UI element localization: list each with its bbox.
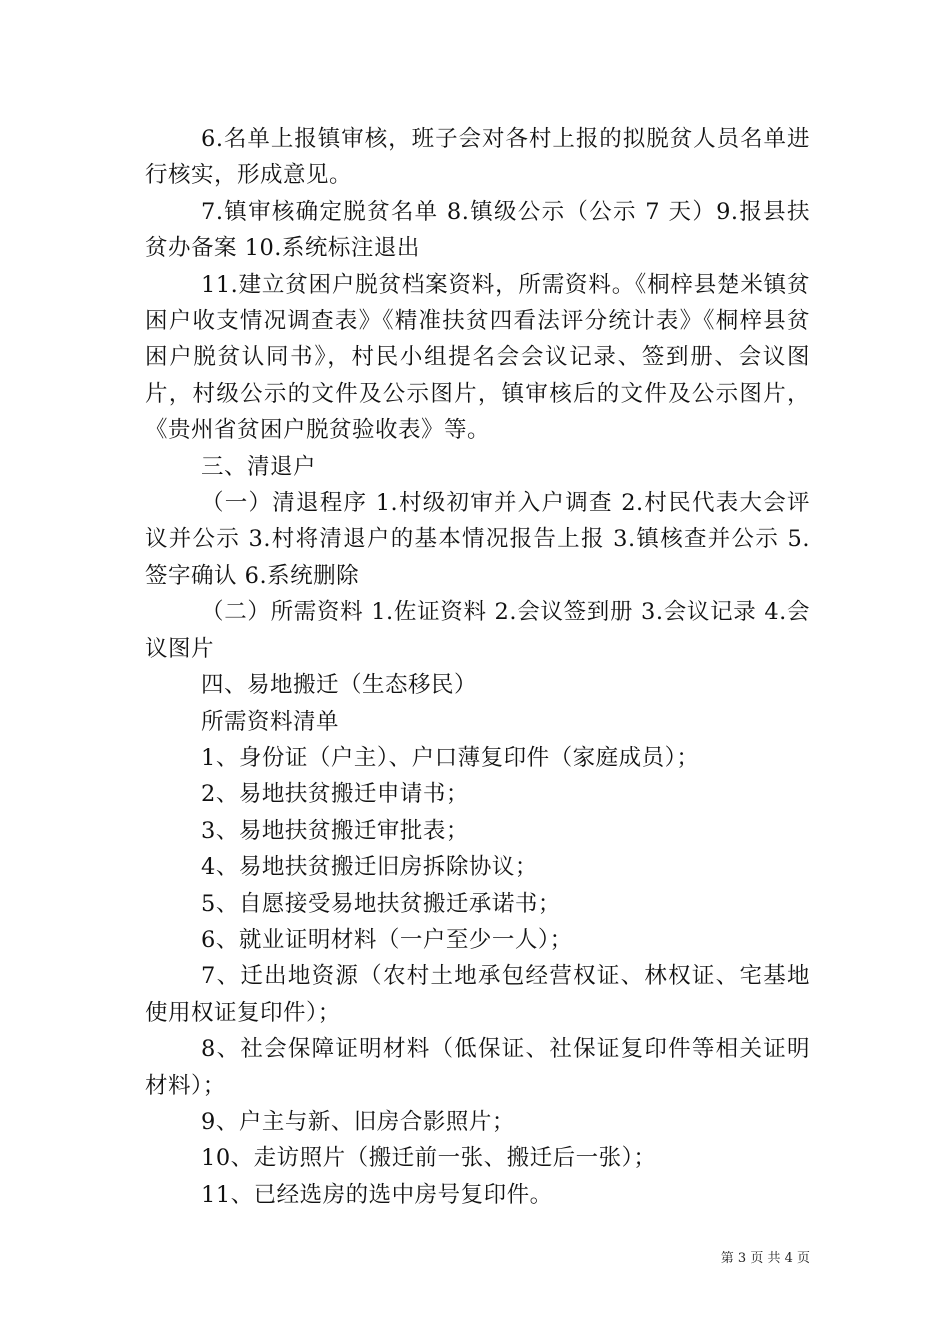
paragraph-6-review: 6.名单上报镇审核，班子会对各村上报的拟脱贫人员名单进行核实，形成意见。 (145, 126, 810, 189)
list-item: 4、易地扶贫搬迁旧房拆除协议； (201, 854, 538, 881)
document-body (145, 121, 810, 1213)
list-item: 10、走访照片（搬迁前一张、搬迁后一张）； (201, 1145, 657, 1172)
paragraph-exit-procedure: （一）清退程序 1.村级初审并入户调查 2.村民代表大会评议并公示 3.村将清退户的基本情况报告上报 3.镇核查并公示 5.签字确认 6.系统删除 (145, 490, 810, 589)
list-item: 7、迁出地资源（农村土地承包经营权证、林权证、宅基地使用权证复印件）； (145, 963, 810, 1026)
list-heading: 所需资料清单 (201, 708, 340, 735)
section-heading-3: 三、清退户 (201, 453, 317, 480)
list-item: 9、户主与新、旧房合影照片； (201, 1108, 515, 1135)
page-number: 第 3 页 共 4 页 (720, 1251, 810, 1266)
paragraph-11-archive: 11.建立贫困户脱贫档案资料，所需资料。《桐梓县楚米镇贫困户收支情况调查表》《精准扶贫四看法评分统计表》《桐梓县贫困户脱贫认同书》，村民小组提名会会议记录、签到册、会议图片，村级公示的文件及公示图片，镇审核后的文件及公示图片，《贵州省贫困户脱贫验收表》等。 (145, 271, 810, 444)
paragraph-7-confirm: 7.镇审核确定脱贫名单 8.镇级公示（公示 7 天）9.报县扶贫办备案 10.系统标注退出 (145, 198, 810, 262)
list-item: 3、易地扶贫搬迁审批表； (201, 817, 469, 844)
list-item: 2、易地扶贫搬迁申请书； (201, 781, 469, 808)
list-item: 8、社会保障证明材料（低保证、社保证复印件等相关证明材料）； (145, 1036, 810, 1099)
list-item: 6、就业证明材料（一户至少一人）； (201, 926, 573, 953)
list-item: 5、自愿接受易地扶贫搬迁承诺书； (201, 890, 561, 917)
list-item: 1、身份证（户主）、户口薄复印件（家庭成员）； (201, 744, 700, 771)
section-heading-4: 四、易地搬迁（生态移民） (201, 672, 478, 699)
paragraph-exit-materials: （二）所需资料 1.佐证资料 2.会议签到册 3.会议记录 4.会议图片 (145, 599, 810, 662)
list-item: 11、已经选房的选中房号复印件。 (201, 1181, 553, 1208)
